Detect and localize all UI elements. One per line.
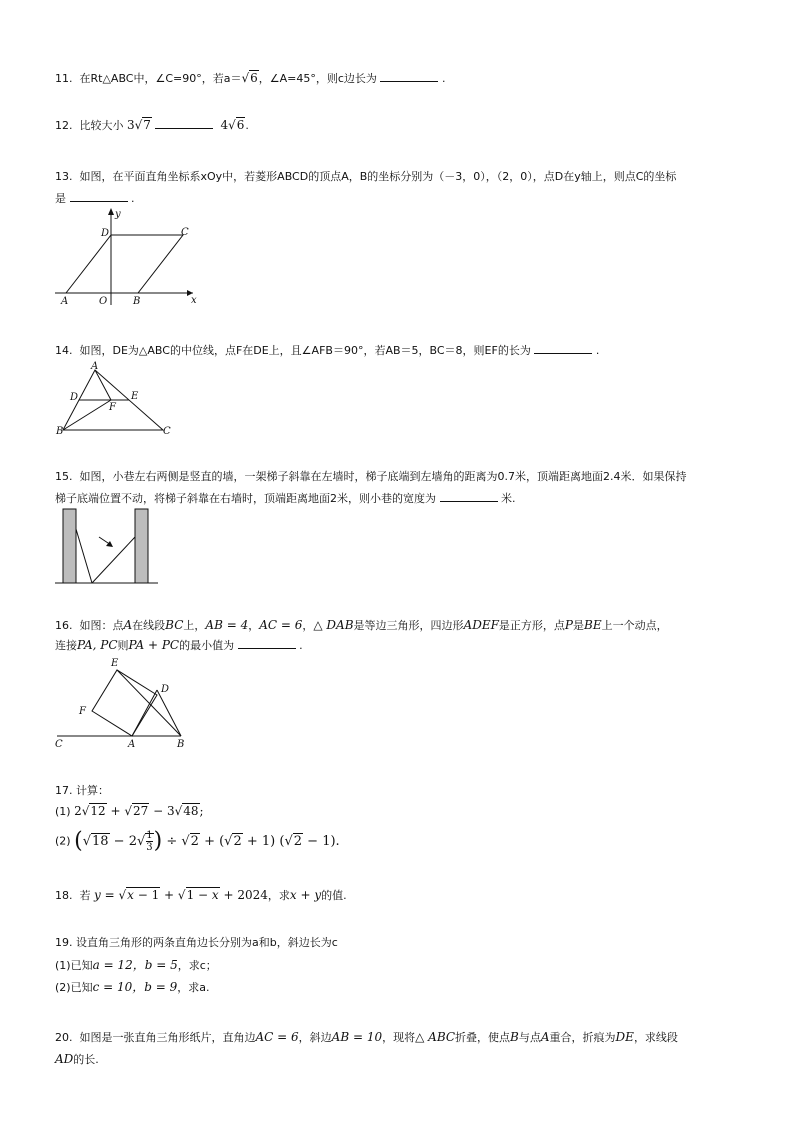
label-F: F [79,706,86,717]
label-A: A [128,739,136,750]
answer-blank[interactable] [70,191,128,202]
question-16: 16. 如图：点A在线段BC上，AB = 4，AC = 6，△ DAB是等边三角形，四边形ADEF是正方形，点P是BE上一个动点， [55,618,668,632]
label-B: B [56,426,64,437]
q15-figure [55,507,160,587]
label-D: D [101,228,110,239]
label-C: C [55,739,63,750]
answer-blank[interactable] [380,71,438,82]
question-17-part2: (2) (√18 − 2√ $\frac{1}{3}$ ) ÷ √2 + (√2 + 1) (√2 − 1). [55,828,340,853]
question-15: 15. 如图，小巷左右两侧是竖直的墙，一架梯子斜靠在左墙时，梯子底端到左墙角的距离为0.7米，顶端距离地面2.4米．如果保持 [55,470,687,483]
question-13-line2: 是 . [55,192,135,205]
q16-figure [55,654,195,749]
label-A: A [91,361,99,372]
question-18: 18. 若 y = √x − 1 + √1 − x + 2024，求x + y的值. [55,888,347,902]
question-14: 14. 如图，DE为△ABC的中位线，点F在DE上，且∠AFB＝90°，若AB＝5，BC＝8，则EF的长为 . [55,344,600,357]
label-B: B [133,296,141,307]
answer-blank[interactable] [534,343,592,354]
answer-blank[interactable] [440,491,498,502]
question-19: 19. 设直角三角形的两条直角边长分别为a和b，斜边长为c [55,936,338,949]
label-B: B [177,739,185,750]
question-16-line2: 连接PA, PC则PA + PC的最小值为 . [55,638,303,652]
label-D: D [161,684,170,695]
label-E: E [111,658,119,669]
label-F: F [109,402,116,413]
label-D: D [70,392,79,403]
q14-figure [55,361,180,437]
label-A: A [61,296,69,307]
label-C: C [163,426,171,437]
q13-figure [55,205,200,310]
question-17: 17. 计算： [55,784,109,797]
label-E: E [131,391,139,402]
label-x: x [191,295,197,306]
label-C: C [181,227,189,238]
question-20-line2: AD的长. [55,1052,99,1066]
question-12: 12. 比较大小 3√7 4√6. [55,118,249,132]
answer-blank[interactable] [238,638,296,649]
question-19-part1: (1)已知a = 12，b = 5，求c； [55,958,217,972]
question-19-part2: (2)已知c = 10，b = 9，求a. [55,980,210,994]
question-20: 20. 如图是一张直角三角形纸片，直角边AC = 6，斜边AB = 10，现将△ ABC折叠，使点B与点A重合，折痕为DE，求线段 [55,1030,678,1044]
question-17-part1: (1) 2√12 + √27 − 3√48; [55,804,204,818]
question-13: 13. 如图，在平面直角坐标系xOy中，若菱形ABCD的顶点A，B的坐标分别为（－3，0），（2，0），点D在y轴上，则点C的坐标 [55,170,677,183]
question-15-line2: 梯子底端位置不动，将梯子斜靠在右墙时，顶端距离地面2米，则小巷的宽度为 米. [55,492,516,505]
question-11: 11. 在Rt△ABC中，∠C=90°，若a＝√6，∠A=45°，则c边长为 . [55,71,446,85]
answer-blank[interactable] [155,118,213,129]
label-y: y [115,209,121,220]
label-O: O [99,296,108,307]
